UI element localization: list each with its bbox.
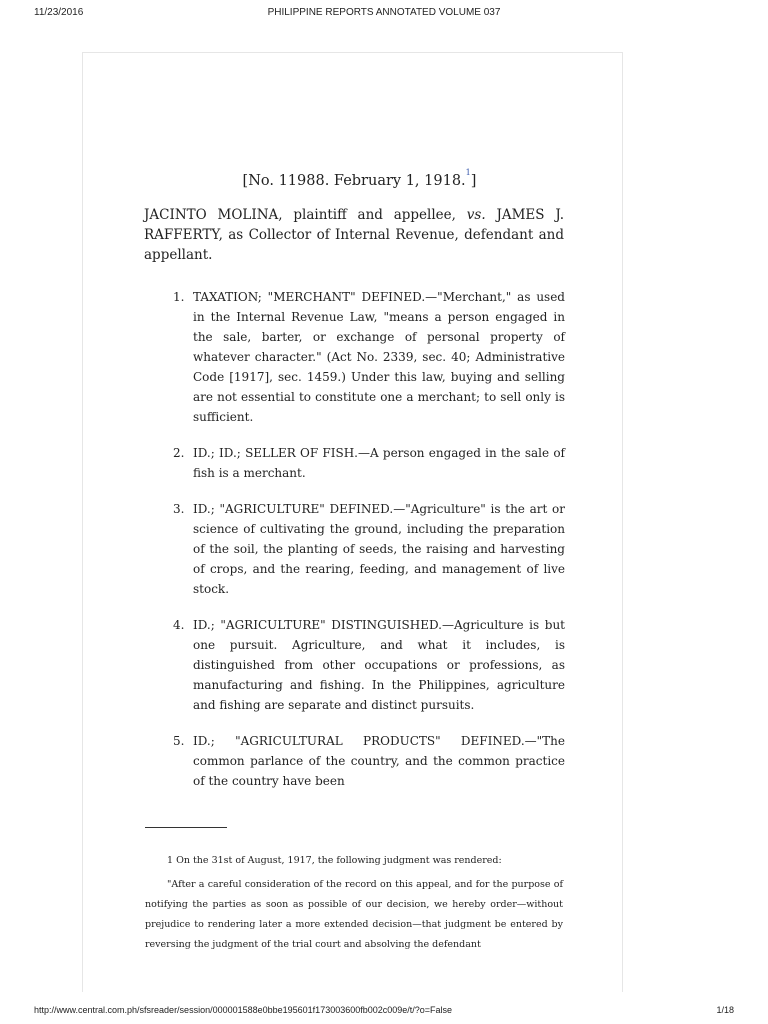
syllabus-text: ID.; "AGRICULTURE" DISTINGUISHED.—Agriculture is but one pursuit. Agriculture, and what it includes, is distinguished from other occupations or professions, as manufacturing and fishing. In the Philippines, agriculture and fishing are separate and distinct pursuits. bbox=[193, 618, 565, 712]
syllabus-item bbox=[173, 443, 565, 483]
syllabus-text: ID.; ID.; SELLER OF FISH.—A person engaged in the sale of fish is a merchant. bbox=[193, 446, 565, 480]
syllabus-number: 2. bbox=[173, 446, 185, 460]
case-number bbox=[83, 163, 624, 191]
parties-plaintiff: JACINTO MOLINA, plaintiff and appellee, bbox=[144, 207, 456, 223]
print-date: 11/23/2016 bbox=[34, 7, 84, 18]
syllabus-item bbox=[173, 731, 565, 791]
footnote-divider bbox=[145, 827, 227, 828]
syllabus-item bbox=[173, 499, 565, 599]
print-url: http://www.central.com.ph/sfsreader/session/000001588e0bbe195601f173003600fb002c009e/t/?o=False bbox=[34, 1005, 453, 1015]
syllabus-number: 5. bbox=[173, 734, 185, 748]
syllabus-text: ID.; "AGRICULTURE" DEFINED.—"Agriculture" is the art or science of cultivating the ground, including the preparation of the soil, the planting of seeds, the raising and harvesting of crops, and the rearing, feeding, and management of live stock. bbox=[193, 502, 565, 596]
syllabus-text: ID.; "AGRICULTURAL PRODUCTS" DEFINED.—"The common parlance of the country, and the common practice of the country have been bbox=[193, 734, 565, 788]
footnote-line-1: 1 On the 31st of August, 1917, the following judgment was rendered: bbox=[167, 855, 502, 866]
footnote-paragraph: "After a careful consideration of the record on this appeal, and for the purpose of notifying the parties as soon as possible of our decision, we hereby order—without prejudice to rendering later a more extended decision—that judgment be entered by reversing the judgment of the trial court and absolving the defendant bbox=[145, 879, 563, 950]
parties-vs: vs. bbox=[466, 207, 486, 223]
syllabus-number: 3. bbox=[173, 502, 185, 516]
print-title: PHILIPPINE REPORTS ANNOTATED VOLUME 037 bbox=[267, 7, 501, 18]
print-header bbox=[0, 0, 768, 26]
case-number-text: [No. 11988. February 1, 1918. bbox=[242, 173, 466, 189]
syllabus-number: 1. bbox=[173, 290, 185, 304]
print-footer bbox=[0, 998, 768, 1024]
syllabus-item bbox=[173, 615, 565, 715]
syllabus-item bbox=[173, 287, 565, 427]
document-page bbox=[82, 52, 623, 992]
footnote bbox=[145, 851, 563, 955]
parties-defendant: JAMES J. RAFFERTY, as Collector of Internal Revenue, defendant and appellant. bbox=[144, 207, 564, 263]
syllabus-list bbox=[173, 287, 565, 807]
case-number-close: ] bbox=[470, 173, 477, 189]
footnote-ref-link[interactable]: 1 bbox=[465, 168, 471, 177]
syllabus-text: TAXATION; "MERCHANT" DEFINED.—"Merchant," as used in the Internal Revenue Law, "means a person engaged in the sale, barter, or exchange of personal property of whatever character." (Act No. 2339, sec. 40; Administrative Code [1917], sec. 1459.) Under this law, buying and selling are not essential to constitute one a merchant; to sell only is sufficient. bbox=[193, 290, 565, 424]
syllabus-number: 4. bbox=[173, 618, 185, 632]
page-counter: 1/18 bbox=[716, 1005, 734, 1015]
case-parties bbox=[144, 205, 564, 265]
